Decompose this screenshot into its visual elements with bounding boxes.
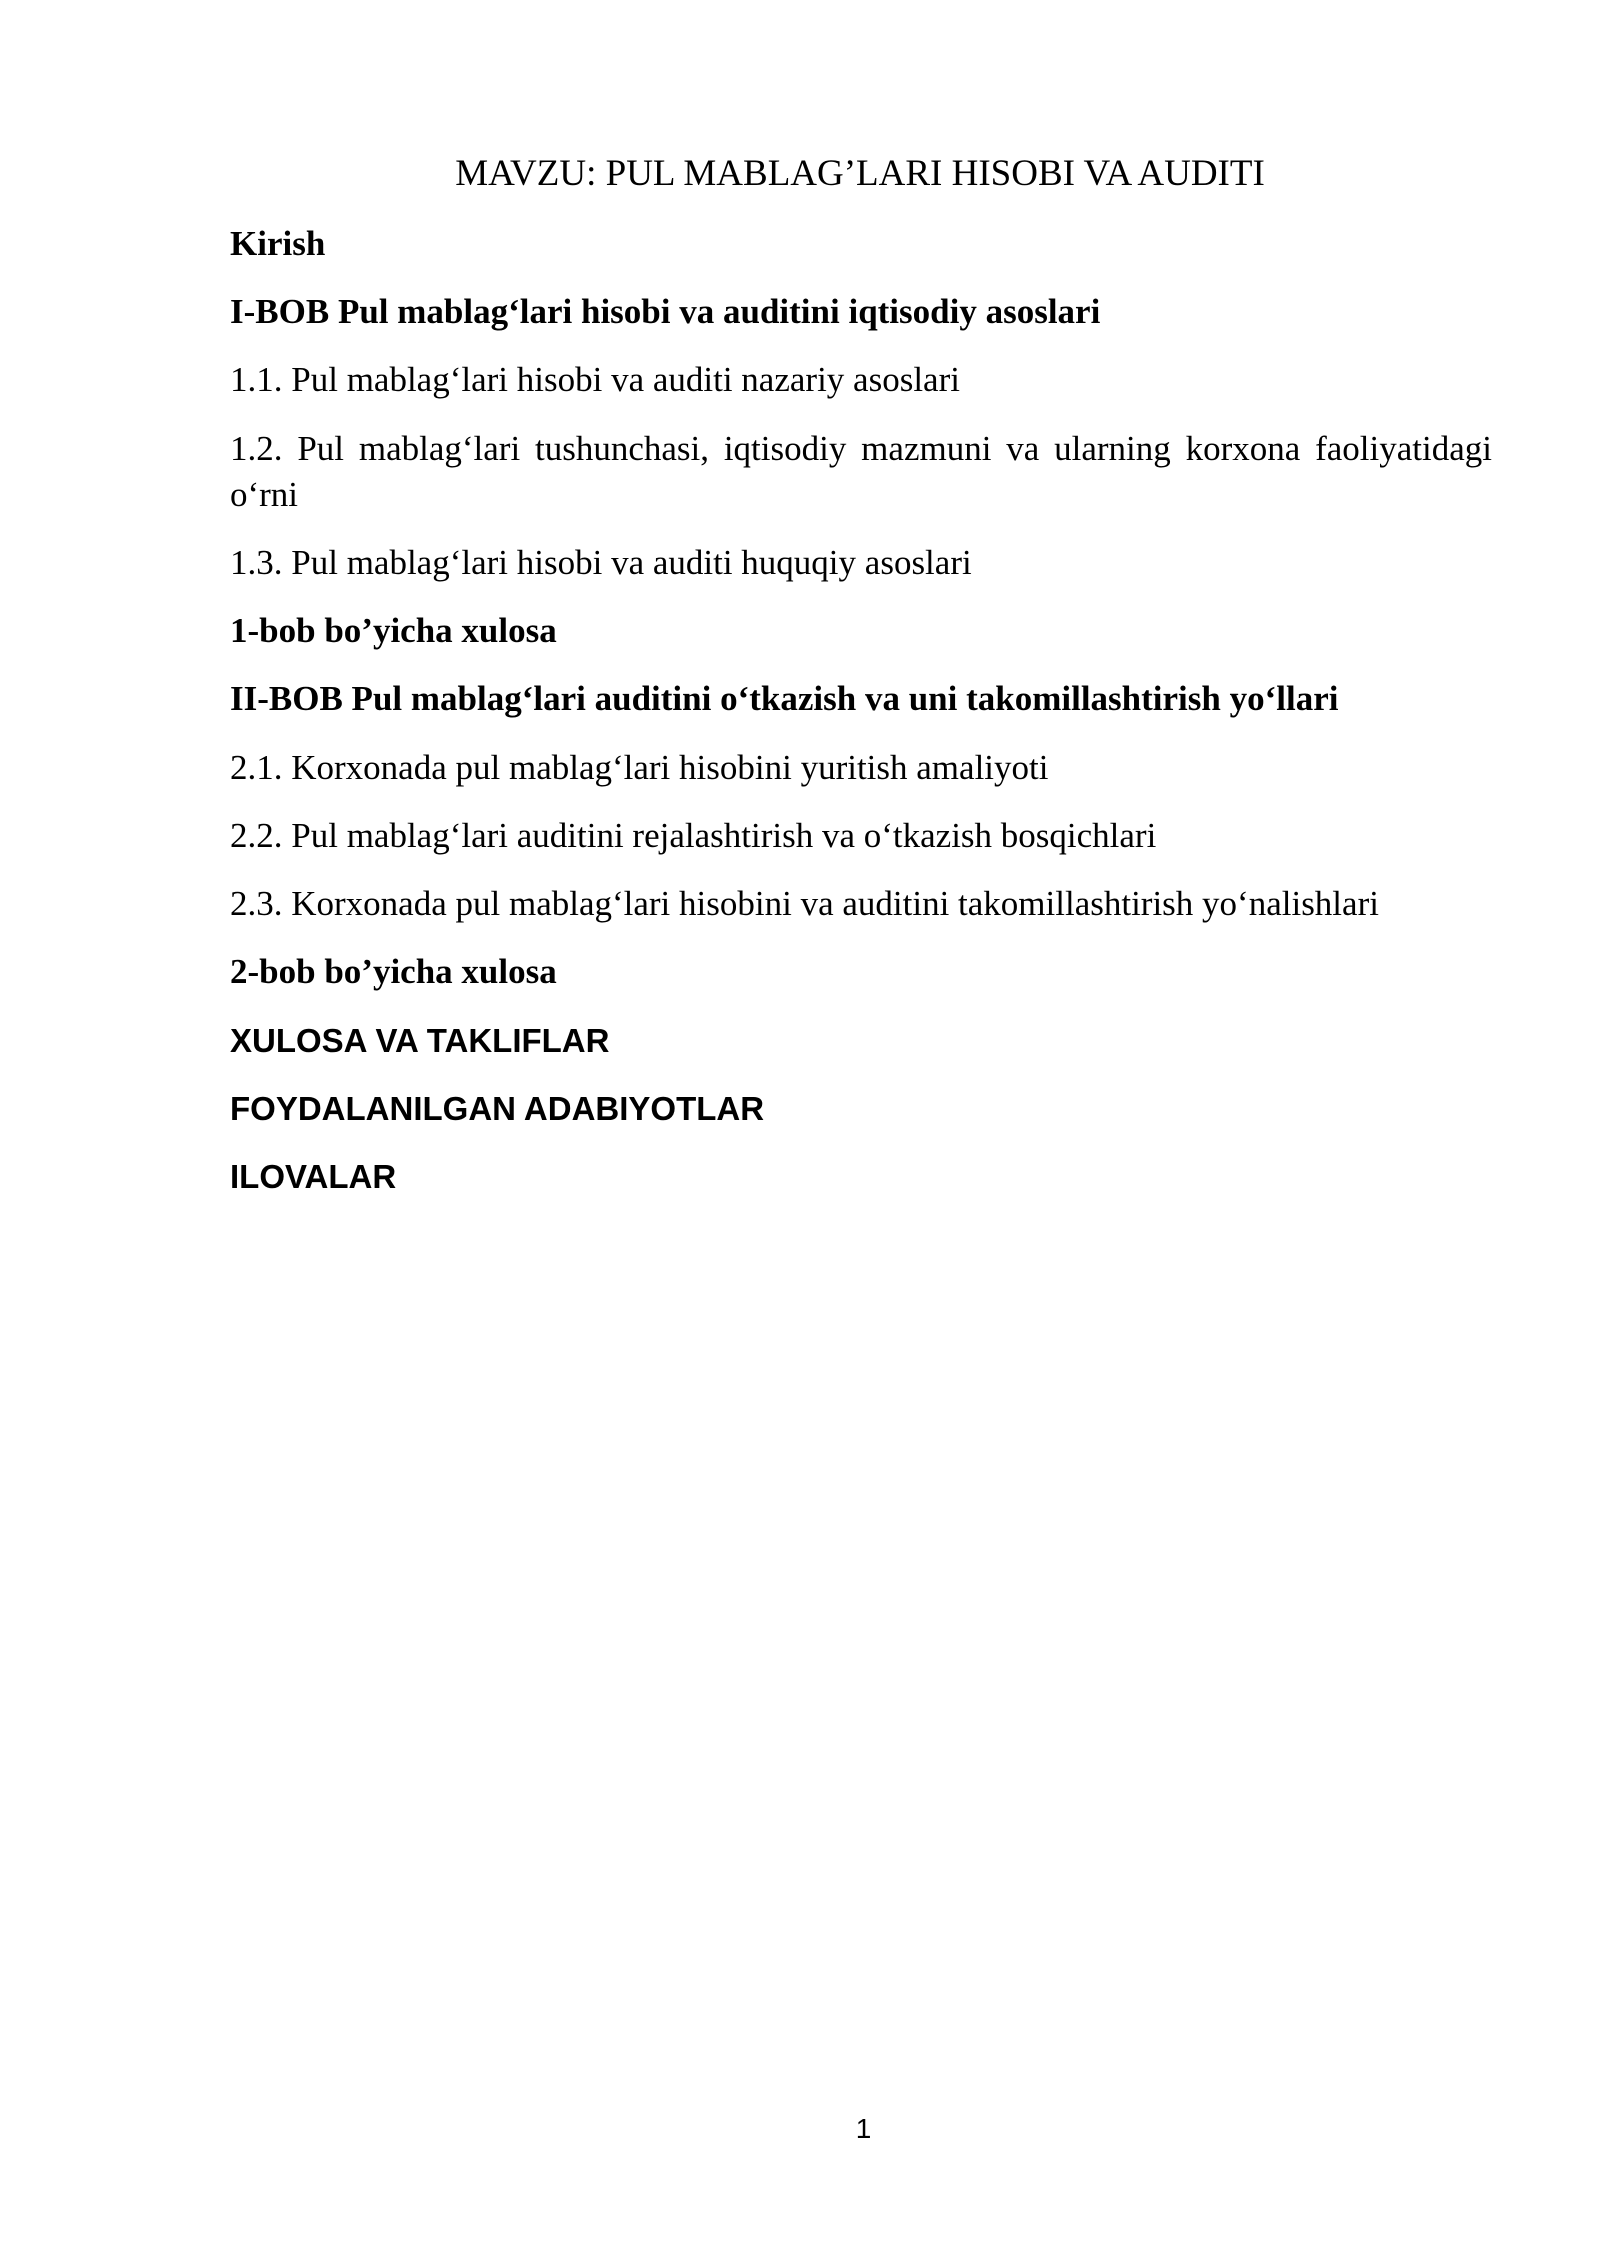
toc-appendices: ILOVALAR xyxy=(230,1158,397,1195)
toc-section-2-1: 2.1. Korxonada pul mablag‘lari hisobini yuritish amaliyoti xyxy=(230,748,1049,787)
toc-section-1-3: 1.3. Pul mablag‘lari hisobi va auditi huquqiy asoslari xyxy=(230,543,972,582)
page-number: 1 xyxy=(855,2113,872,2144)
toc-section-2-2: 2.2. Pul mablag‘lari auditini rejalashtirish va o‘tkazish bosqichlari xyxy=(230,816,1157,855)
toc-chapter-1: I-BOB Pul mablag‘lari hisobi va auditini iqtisodiy asoslari xyxy=(230,292,1101,331)
toc-intro: Kirish xyxy=(230,224,326,263)
document-title: MAVZU: PUL MABLAG’LARI HISOBI VA AUDITI xyxy=(455,153,1265,194)
toc-references: FOYDALANILGAN ADABIYOTLAR xyxy=(230,1090,765,1127)
toc-chapter-2-conclusion: 2-bob bo’yicha xulosa xyxy=(230,952,557,991)
toc-section-1-1: 1.1. Pul mablag‘lari hisobi va auditi nazariy asoslari xyxy=(230,360,960,399)
toc-section-2-3: 2.3. Korxonada pul mablag‘lari hisobini va auditini takomillashtirish yo‘nalishlari xyxy=(230,884,1379,923)
toc-conclusions: XULOSA VA TAKLIFLAR xyxy=(230,1022,610,1059)
toc-section-1-2: 1.2. Pul mablag‘lari tushunchasi, iqtisodiy mazmuni va ularning korxona faoliyatidagi o‘rni xyxy=(230,429,1492,514)
toc-chapter-1-conclusion: 1-bob bo’yicha xulosa xyxy=(230,611,557,650)
toc-chapter-2: II-BOB Pul mablag‘lari auditini o‘tkazish va uni takomillashtirish yo‘llari xyxy=(230,679,1339,718)
